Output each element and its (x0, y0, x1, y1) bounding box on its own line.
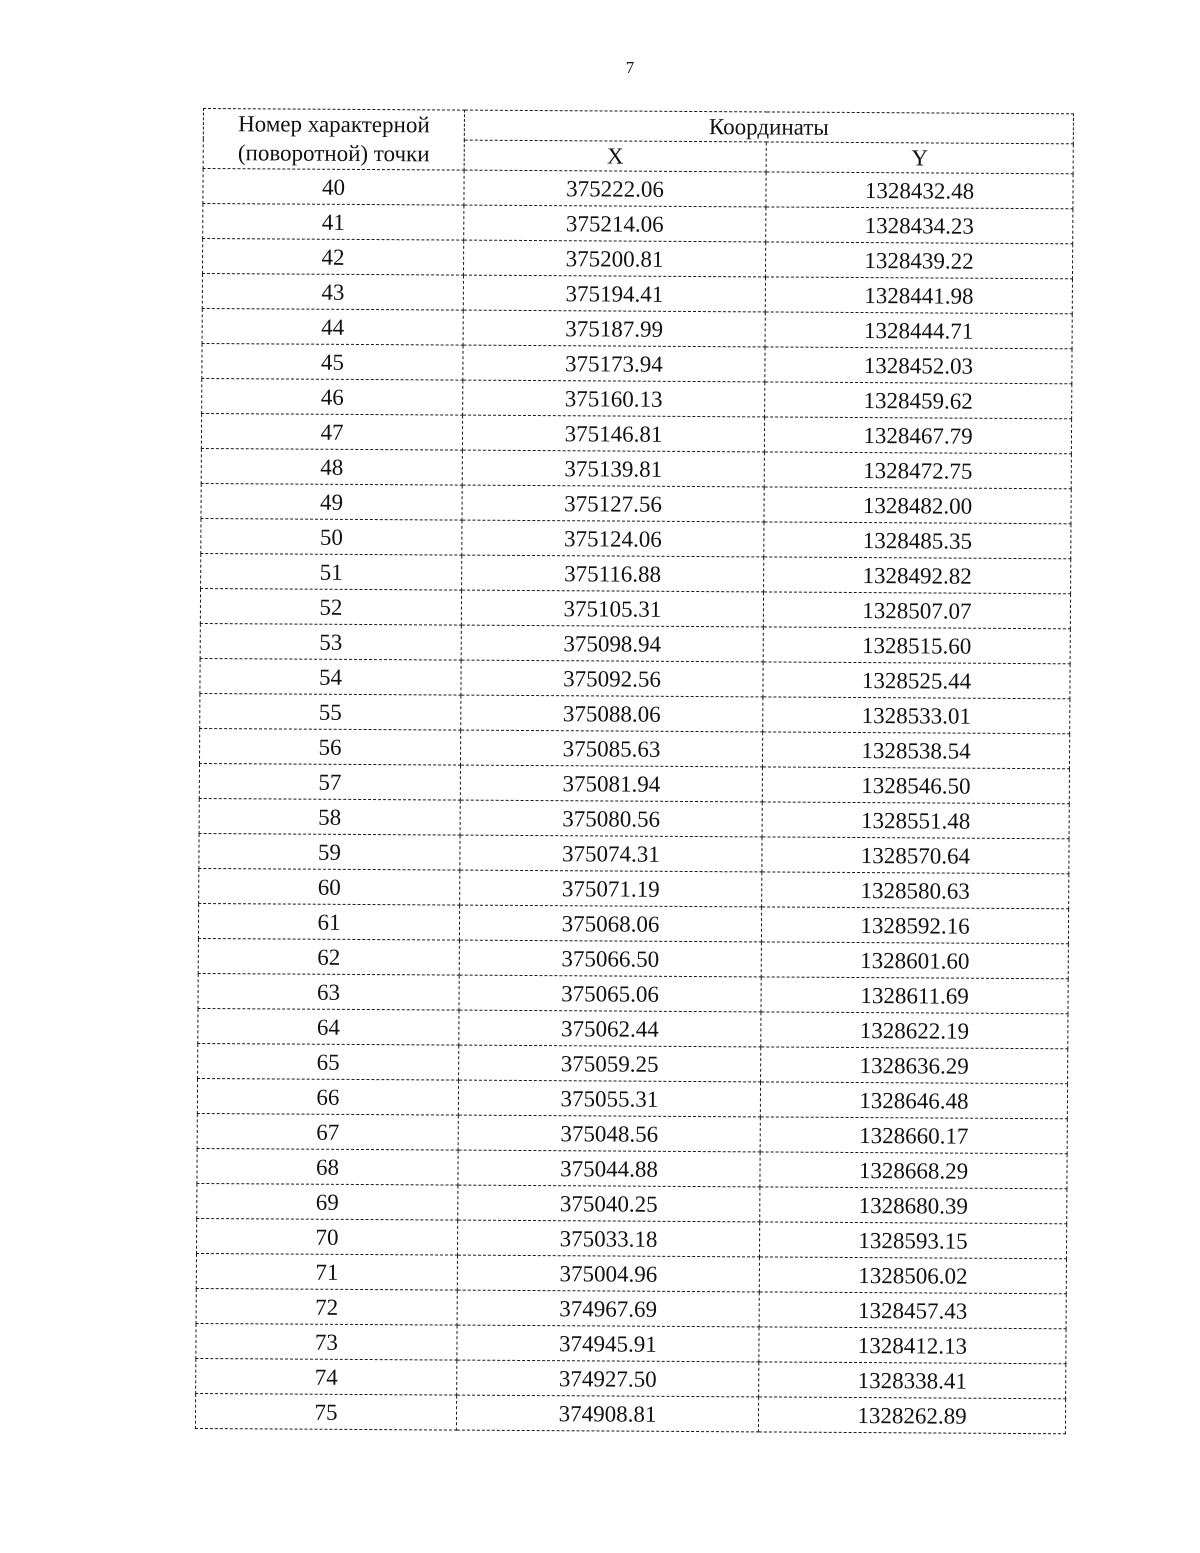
cell-x: 375146.81 (462, 415, 764, 452)
table-row (201, 483, 1071, 523)
cell-y: 1328338.41 (759, 1362, 1066, 1399)
cell-y: 1328459.62 (765, 382, 1072, 419)
cell-point-number: 42 (202, 239, 463, 276)
cell-y: 1328444.71 (765, 312, 1072, 349)
table-row (197, 1078, 1067, 1118)
table-row (196, 1288, 1066, 1328)
table-row (202, 343, 1072, 383)
cell-point-number: 75 (195, 1393, 456, 1430)
cell-y: 1328593.15 (759, 1222, 1066, 1259)
cell-point-number: 74 (196, 1358, 457, 1395)
cell-y: 1328660.17 (760, 1117, 1067, 1154)
cell-point-number: 46 (202, 378, 463, 415)
cell-y: 1328668.29 (760, 1152, 1067, 1189)
cell-point-number: 66 (197, 1078, 458, 1115)
cell-point-number: 43 (202, 273, 463, 310)
cell-point-number: 61 (198, 903, 459, 940)
cell-point-number: 51 (201, 553, 462, 590)
cell-x: 375127.56 (462, 485, 764, 522)
table-row (195, 1393, 1065, 1433)
cell-point-number: 47 (201, 413, 462, 450)
cell-y: 1328506.02 (759, 1257, 1066, 1294)
cell-y: 1328482.00 (764, 487, 1071, 524)
header-y: Y (766, 142, 1073, 174)
cell-x: 375066.50 (459, 940, 761, 977)
cell-x: 374945.91 (457, 1325, 759, 1362)
table-row (201, 518, 1071, 558)
cell-y: 1328525.44 (763, 662, 1070, 699)
cell-y: 1328412.13 (759, 1327, 1066, 1364)
cell-y: 1328680.39 (760, 1187, 1067, 1224)
header-point-number: Номер характерной (поворотной) точки (203, 109, 464, 171)
cell-point-number: 49 (201, 483, 462, 520)
cell-x: 375187.99 (463, 310, 765, 347)
table-row (200, 588, 1070, 628)
cell-y: 1328570.64 (762, 837, 1069, 874)
table-row (201, 553, 1071, 593)
cell-y: 1328507.07 (763, 592, 1070, 629)
cell-y: 1328551.48 (762, 802, 1069, 839)
table-body (195, 169, 1073, 1434)
table-row (198, 1043, 1068, 1083)
cell-point-number: 70 (197, 1218, 458, 1255)
cell-point-number: 58 (199, 798, 460, 835)
table-row (201, 448, 1071, 488)
header-row-top (203, 109, 1073, 144)
cell-x: 375080.56 (460, 800, 762, 837)
cell-y: 1328601.60 (761, 942, 1068, 979)
table-row (198, 903, 1068, 943)
table-row (200, 658, 1070, 698)
cell-point-number: 50 (201, 518, 462, 555)
cell-x: 375055.31 (458, 1080, 760, 1117)
table-row (198, 1008, 1068, 1048)
table-row (203, 169, 1073, 209)
cell-x: 375059.25 (459, 1045, 761, 1082)
cell-point-number: 73 (196, 1323, 457, 1360)
cell-x: 375194.41 (463, 275, 765, 312)
cell-y: 1328262.89 (758, 1397, 1065, 1434)
cell-y: 1328580.63 (762, 872, 1069, 909)
cell-x: 375200.81 (463, 240, 765, 277)
cell-x: 375092.56 (461, 660, 763, 697)
header-x: X (464, 140, 766, 172)
cell-y: 1328515.60 (763, 627, 1070, 664)
table-row (196, 1323, 1066, 1363)
cell-x: 375139.81 (462, 450, 764, 487)
cell-point-number: 69 (197, 1183, 458, 1220)
cell-point-number: 65 (198, 1043, 459, 1080)
cell-point-number: 53 (200, 623, 461, 660)
cell-y: 1328546.50 (762, 767, 1069, 804)
cell-x: 375124.06 (462, 520, 764, 557)
table-row (196, 1358, 1066, 1398)
page-number: 7 (625, 58, 635, 77)
table-row (200, 623, 1070, 663)
cell-y: 1328538.54 (762, 732, 1069, 769)
table-row (199, 798, 1069, 838)
cell-x: 375105.31 (461, 590, 763, 627)
cell-y: 1328485.35 (764, 522, 1071, 559)
cell-y: 1328472.75 (764, 452, 1071, 489)
cell-x: 375098.94 (461, 625, 763, 662)
cell-x: 374967.69 (457, 1290, 759, 1327)
cell-point-number: 72 (196, 1288, 457, 1325)
cell-x: 375222.06 (464, 170, 766, 207)
cell-y: 1328452.03 (765, 347, 1072, 384)
table-row (196, 1253, 1066, 1293)
table-row (199, 728, 1069, 768)
cell-x: 375074.31 (460, 835, 762, 872)
cell-point-number: 67 (197, 1113, 458, 1150)
cell-point-number: 52 (200, 588, 461, 625)
cell-x: 375004.96 (457, 1255, 759, 1292)
cell-x: 375044.88 (458, 1150, 760, 1187)
cell-y: 1328457.43 (759, 1292, 1066, 1329)
cell-point-number: 68 (197, 1148, 458, 1185)
table-row (202, 273, 1072, 313)
cell-point-number: 63 (198, 973, 459, 1010)
cell-y: 1328439.22 (765, 242, 1072, 279)
cell-y: 1328533.01 (763, 697, 1070, 734)
cell-x: 375081.94 (460, 765, 762, 802)
cell-x: 375088.06 (461, 695, 763, 732)
cell-point-number: 60 (199, 868, 460, 905)
cell-y: 1328592.16 (761, 907, 1068, 944)
table-row (197, 1218, 1067, 1258)
table-row (197, 1148, 1067, 1188)
cell-y: 1328611.69 (761, 977, 1068, 1014)
cell-x: 375160.13 (463, 380, 765, 417)
cell-point-number: 62 (198, 938, 459, 975)
table-row (202, 239, 1072, 279)
cell-point-number: 44 (202, 308, 463, 345)
table-row (199, 833, 1069, 873)
table-row (197, 1183, 1067, 1223)
cell-point-number: 59 (199, 833, 460, 870)
cell-x: 375116.88 (462, 555, 764, 592)
cell-x: 375173.94 (463, 345, 765, 382)
cell-y: 1328467.79 (764, 417, 1071, 454)
table-row (198, 938, 1068, 978)
cell-x: 374908.81 (456, 1395, 758, 1432)
cell-y: 1328441.98 (765, 277, 1072, 314)
table-row (203, 204, 1073, 244)
cell-point-number: 40 (203, 169, 464, 206)
cell-x: 375085.63 (460, 730, 762, 767)
cell-point-number: 64 (198, 1008, 459, 1045)
cell-x: 375062.44 (459, 1010, 761, 1047)
table-row (202, 308, 1072, 348)
cell-x: 375048.56 (458, 1115, 760, 1152)
cell-y: 1328646.48 (760, 1082, 1067, 1119)
cell-point-number: 57 (199, 763, 460, 800)
cell-x: 375214.06 (464, 205, 766, 242)
cell-point-number: 54 (200, 658, 461, 695)
table-row (202, 378, 1072, 418)
cell-point-number: 45 (202, 343, 463, 380)
cell-y: 1328492.82 (764, 557, 1071, 594)
cell-point-number: 48 (201, 448, 462, 485)
table-row (199, 763, 1069, 803)
cell-x: 375033.18 (457, 1220, 759, 1257)
table-row (199, 868, 1069, 908)
cell-y: 1328432.48 (766, 172, 1073, 209)
cell-point-number: 56 (199, 728, 460, 765)
header-coordinates: Координаты (464, 110, 1073, 144)
table-row (200, 693, 1070, 733)
table-header (203, 109, 1073, 174)
cell-x: 375065.06 (459, 975, 761, 1012)
cell-x: 374927.50 (457, 1360, 759, 1397)
cell-x: 375068.06 (459, 905, 761, 942)
cell-y: 1328636.29 (761, 1047, 1068, 1084)
table-row (201, 413, 1071, 453)
cell-point-number: 55 (200, 693, 461, 730)
coordinates-table (195, 108, 1074, 1434)
table-row (198, 973, 1068, 1013)
cell-y: 1328622.19 (761, 1012, 1068, 1049)
cell-point-number: 71 (196, 1253, 457, 1290)
cell-x: 375071.19 (460, 870, 762, 907)
cell-x: 375040.25 (458, 1185, 760, 1222)
cell-point-number: 41 (203, 204, 464, 241)
cell-y: 1328434.23 (766, 207, 1073, 244)
table-row (197, 1113, 1067, 1153)
